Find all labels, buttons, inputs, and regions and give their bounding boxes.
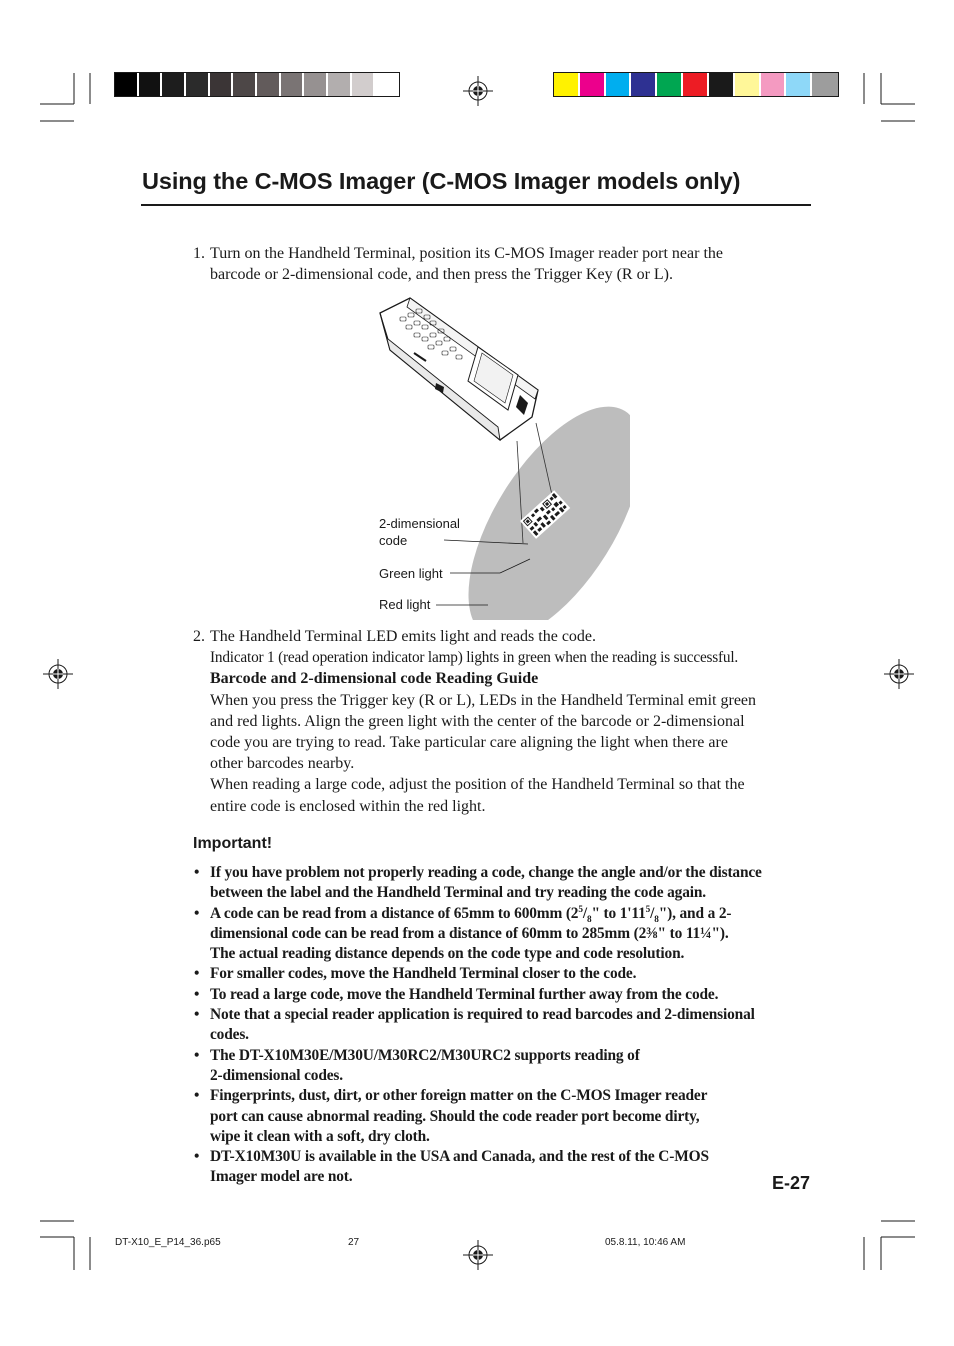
step-1 xyxy=(193,243,823,285)
footer-page: 27 xyxy=(348,1237,360,1248)
color-swatch xyxy=(210,73,232,96)
list-item xyxy=(193,904,818,965)
fraction-denominator: 8 xyxy=(654,913,659,924)
guide-line: When reading a large code, adjust the position of the Handheld Terminal so that the xyxy=(210,776,745,794)
list-item-line: dimensional code can be read from a distance of 60mm to 285mm (2⅜" to 11¼"). xyxy=(210,924,729,942)
bullet-icon: • xyxy=(194,1087,200,1105)
color-swatch xyxy=(352,73,374,96)
list-item-line: If you have problem not properly reading a code, change the angle and/or the distance xyxy=(210,864,762,881)
bullet-icon: • xyxy=(194,904,200,922)
label-green-light: Green light xyxy=(379,566,443,581)
bullet-icon: • xyxy=(194,1006,200,1024)
color-swatch xyxy=(115,73,137,96)
list-item-line: A code can be read from a distance of 65mm to 600mm ($2^5/_8$" to $1'11^5/_8$"), and a 2- xyxy=(210,903,732,924)
list-item xyxy=(193,1046,818,1087)
color-swatch xyxy=(233,73,255,96)
color-swatch xyxy=(186,73,208,96)
list-item xyxy=(193,964,818,984)
gray-color-bar xyxy=(115,73,399,96)
footer-date: 05.8.11, 10:46 AM xyxy=(605,1237,686,1248)
step-2 xyxy=(193,626,823,817)
label-2d-code-line-2: code xyxy=(379,533,408,548)
color-swatch xyxy=(786,73,810,96)
page-number: E-27 xyxy=(772,1173,811,1193)
list-item-line: codes. xyxy=(210,1026,249,1044)
list-item-line: wipe it clean with a soft, dry cloth. xyxy=(210,1127,430,1145)
list-item-line: For smaller codes, move the Handheld Terminal closer to the code. xyxy=(210,965,637,983)
fraction-numerator: 5 xyxy=(578,903,583,914)
important-heading: Important! xyxy=(193,835,273,852)
list-item xyxy=(193,863,818,904)
step-1-line-1: Turn on the Handheld Terminal, position its C-MOS Imager reader port near the xyxy=(210,245,723,262)
guide-line: and red lights. Align the green light with the center of the barcode or 2-dimensional xyxy=(210,712,745,730)
color-swatch xyxy=(554,73,578,96)
registration-mark-top-icon xyxy=(463,76,493,106)
list-item xyxy=(193,985,818,1005)
label-2d-code-line-1: 2-dimensional xyxy=(379,516,460,531)
color-swatch xyxy=(761,73,785,96)
registration-mark-bottom-icon xyxy=(463,1240,493,1270)
color-swatch xyxy=(139,73,161,96)
color-swatch xyxy=(657,73,681,96)
color-swatch xyxy=(162,73,184,96)
color-swatch xyxy=(812,73,838,96)
color-swatch xyxy=(304,73,326,96)
registration-mark-right-icon xyxy=(884,659,914,689)
color-swatch xyxy=(328,73,350,96)
list-item-line: Note that a special reader application is required to read barcodes and 2-dimensional xyxy=(210,1006,755,1024)
bullet-icon: • xyxy=(194,985,200,1003)
fraction-denominator: 8 xyxy=(586,913,592,924)
color-swatch xyxy=(375,73,399,96)
color-swatch xyxy=(683,73,707,96)
color-swatch xyxy=(257,73,279,96)
color-swatch xyxy=(281,73,303,96)
list-item-line: DT-X10M30U is available in the USA and Canada, and the rest of the C-MOS xyxy=(210,1148,709,1166)
color-swatch xyxy=(580,73,604,96)
list-item-line: 2-dimensional codes. xyxy=(210,1066,343,1084)
list-item xyxy=(193,1005,818,1046)
label-red-light: Red light xyxy=(379,597,431,612)
list-item xyxy=(193,1147,818,1188)
registration-mark-left-icon xyxy=(43,659,73,689)
guide-line: code you are trying to read. Take particular care aligning the light when there are xyxy=(210,734,728,752)
step-1-line-2: barcode or 2-dimensional code, and then press the Trigger Key (R or L). xyxy=(210,266,673,284)
list-item-line: Fingerprints, dust, dirt, or other foreign matter on the C-MOS Imager reader xyxy=(210,1087,708,1105)
fraction-numerator: 5 xyxy=(645,903,651,914)
text-run: "), and a 2- xyxy=(658,904,732,922)
color-swatch xyxy=(735,73,759,96)
bullet-icon: • xyxy=(194,1046,200,1064)
text-run: " to 1'11 xyxy=(591,904,646,922)
process-color-bar xyxy=(554,73,838,96)
list-item-line: between the label and the Handheld Terminal and try reading the code again. xyxy=(210,884,706,902)
step-number: 1. xyxy=(193,245,205,262)
list-item xyxy=(193,1086,818,1147)
guide-line: entire code is enclosed within the red light. xyxy=(210,797,486,815)
list-item-line: The actual reading distance depends on the code type and code resolution. xyxy=(210,945,685,963)
list-item-line: To read a large code, move the Handheld Terminal further away from the code. xyxy=(210,985,719,1003)
page-title: Using the C-MOS Imager (C-MOS Imager models only) xyxy=(142,168,741,194)
color-swatch xyxy=(631,73,655,96)
reading-guide-heading: Barcode and 2-dimensional code Reading Guide xyxy=(210,670,539,688)
indicator-note: Indicator 1 (read operation indicator lamp) lights in green when the reading is successful. xyxy=(210,649,739,667)
handheld-terminal-icon xyxy=(380,298,538,440)
step-2-line-1: The Handheld Terminal LED emits light and reads the code. xyxy=(210,628,597,645)
guide-line: When you press the Trigger key (R or L), LEDs in the Handheld Terminal emit green xyxy=(210,691,757,709)
title-underline xyxy=(141,204,811,206)
guide-line: other barcodes nearby. xyxy=(210,755,355,773)
footer-file-name: DT-X10_E_P14_36.p65 xyxy=(115,1237,221,1248)
list-item-line: port can cause abnormal reading. Should the code reader port become dirty, xyxy=(210,1107,700,1125)
bullet-icon: • xyxy=(194,1148,200,1166)
important-list xyxy=(193,863,818,1188)
color-swatch xyxy=(709,73,733,96)
bullet-icon: • xyxy=(194,864,200,881)
bullet-icon: • xyxy=(194,965,200,983)
label-2d-code xyxy=(379,515,460,549)
list-item-line: The DT-X10M30E/M30U/M30RC2/M30URC2 supports reading of xyxy=(210,1046,640,1064)
list-item-line: Imager model are not. xyxy=(210,1168,353,1186)
step-number: 2. xyxy=(193,628,205,645)
color-swatch xyxy=(606,73,630,96)
text-run: A code can be read from a distance of 65mm to 600mm (2 xyxy=(210,904,579,922)
